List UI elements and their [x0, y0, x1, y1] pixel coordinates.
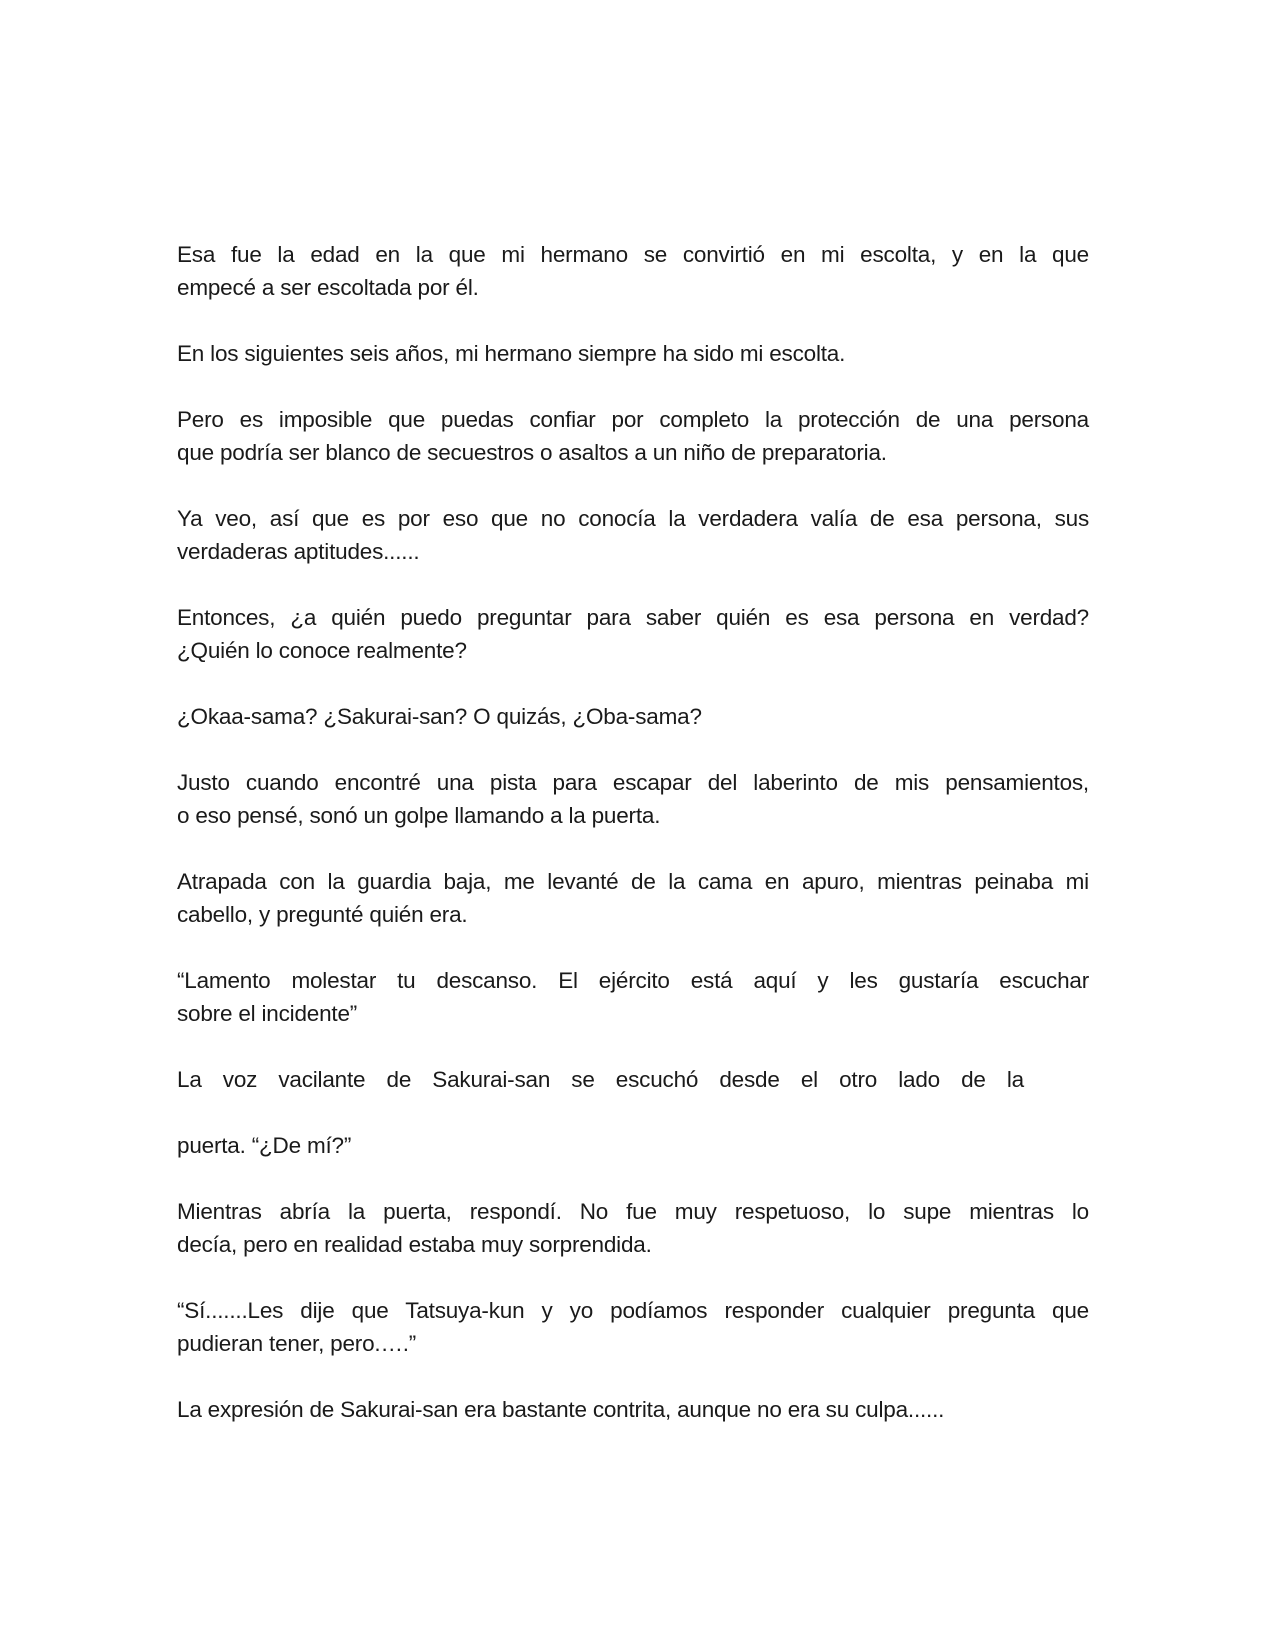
- text-line: Esa fue la edad en la que mi hermano se convirtió en mi escolta, y en la que: [177, 242, 1089, 267]
- text-line: que podría ser blanco de secuestros o asaltos a un niño de preparatoria.: [177, 440, 887, 465]
- paragraph: [177, 502, 1089, 568]
- text-line: o eso pensé, sonó un golpe llamando a la puerta.: [177, 803, 661, 828]
- text-line: ¿Okaa-sama? ¿Sakurai-san? O quizás, ¿Oba-sama?: [177, 704, 702, 729]
- text-line: La voz vacilante de Sakurai-san se escuchó desde el otro lado de la: [177, 1067, 1024, 1092]
- text-line: Mientras abría la puerta, respondí. No fue muy respetuoso, lo supe mientras lo: [177, 1199, 1089, 1224]
- text-line: ¿Quién lo conoce realmente?: [177, 638, 467, 663]
- text-line: puerta. “¿De mí?”: [177, 1133, 352, 1158]
- text-line: Atrapada con la guardia baja, me levanté de la cama en apuro, mientras peinaba mi: [177, 869, 1089, 894]
- text-line: Pero es imposible que puedas confiar por completo la protección de una persona: [177, 407, 1089, 432]
- paragraph: [177, 766, 1089, 832]
- text-line: Ya veo, así que es por eso que no conocía la verdadera valía de esa persona, sus: [177, 506, 1089, 531]
- paragraph: [177, 1393, 1089, 1426]
- paragraph: [177, 1294, 1089, 1360]
- text-line: decía, pero en realidad estaba muy sorprendida.: [177, 1232, 652, 1257]
- paragraph: [177, 1063, 1089, 1096]
- paragraph: [177, 700, 1089, 733]
- paragraph: [177, 964, 1089, 1030]
- text-line: pudieran tener, pero.….”: [177, 1331, 417, 1356]
- text-line: “Lamento molestar tu descanso. El ejército está aquí y les gustaría escuchar: [177, 968, 1089, 993]
- paragraph: [177, 337, 1089, 370]
- paragraph: [177, 1195, 1089, 1261]
- paragraph: [177, 601, 1089, 667]
- text-line: Justo cuando encontré una pista para escapar del laberinto de mis pensamientos,: [177, 770, 1089, 795]
- text-line: “Sí.......Les dije que Tatsuya-kun y yo podíamos responder cualquier pregunta que: [177, 1298, 1089, 1323]
- text-line: verdaderas aptitudes......: [177, 539, 420, 564]
- document-body: [177, 238, 1089, 1459]
- text-line: empecé a ser escoltada por él.: [177, 275, 479, 300]
- paragraph: [177, 1129, 1089, 1162]
- text-line: En los siguientes seis años, mi hermano siempre ha sido mi escolta.: [177, 341, 846, 366]
- paragraph: [177, 865, 1089, 931]
- paragraph: [177, 403, 1089, 469]
- text-line: cabello, y pregunté quién era.: [177, 902, 468, 927]
- paragraph: [177, 238, 1089, 304]
- text-line: sobre el incidente”: [177, 1001, 358, 1026]
- text-line: La expresión de Sakurai-san era bastante contrita, aunque no era su culpa......: [177, 1397, 945, 1422]
- text-line: Entonces, ¿a quién puedo preguntar para saber quién es esa persona en verdad?: [177, 605, 1089, 630]
